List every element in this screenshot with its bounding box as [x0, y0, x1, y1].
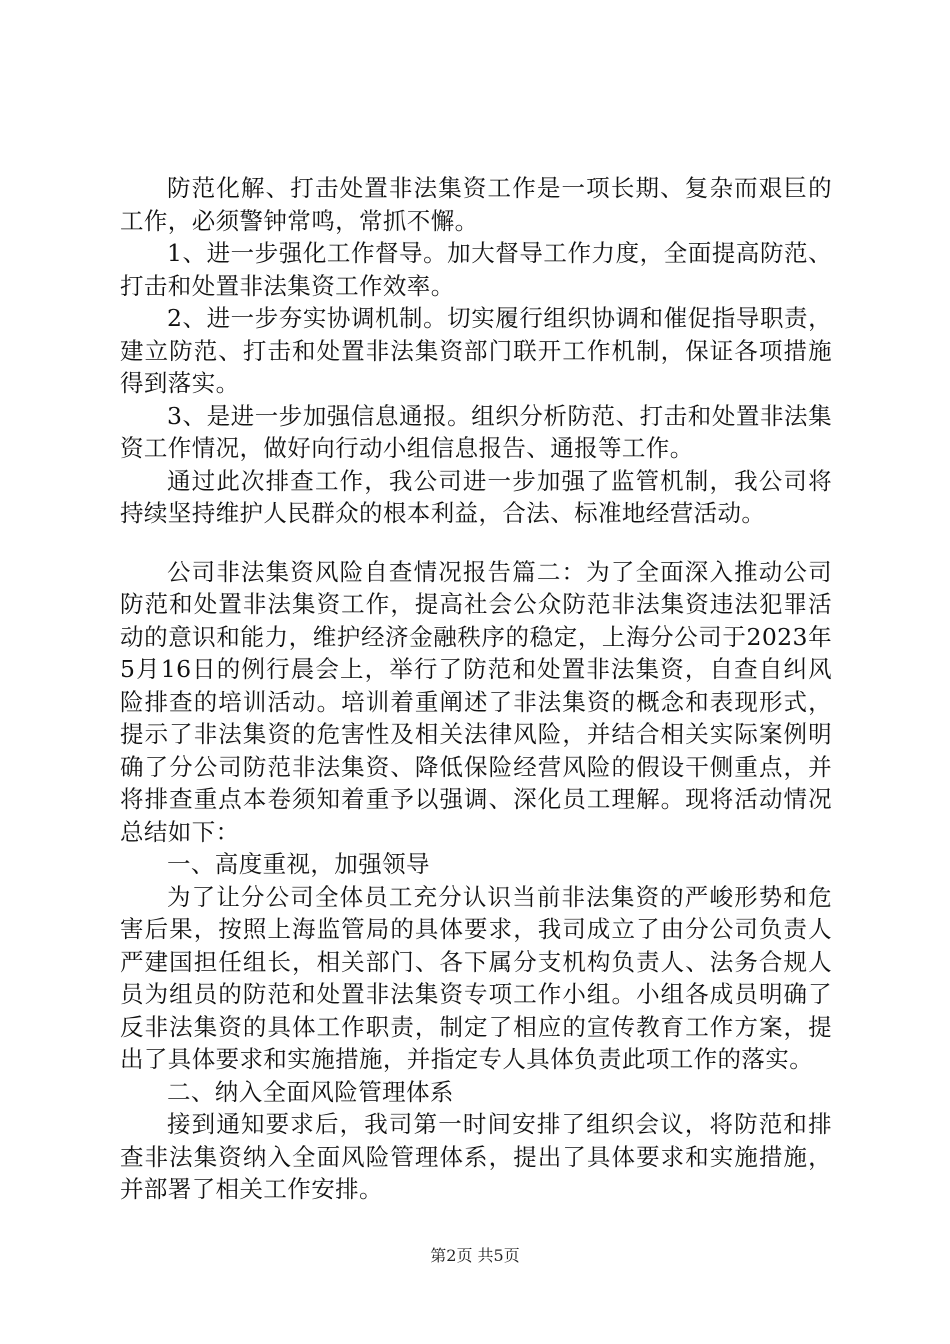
- paragraph-section-1: 为了让分公司全体员工充分认识当前非法集资的严峻形势和危害后果，按照上海监管局的具体要求，我司成立了由分公司负责人严建国担任组长，相关部门、各下属分支机构负责人、法务合规人员为组员的防范和处置非法集资专项工作小组。小组各成员明确了反非法集资的具体工作职责，制定了相应的宣传教育工作方案，提出了具体要求和实施措施，并指定专人具体负责此项工作的落实。: [120, 882, 832, 1073]
- heading-section-1: 一、高度重视，加强领导: [167, 850, 430, 878]
- document-body: [120, 172, 832, 1206]
- paragraph-conclusion: 通过此次排查工作，我公司进一步加强了监管机制，我公司将持续坚持维护人民群众的根本利益，合法、标准地经营活动。: [120, 466, 832, 527]
- paragraph-report-intro: 公司非法集资风险自查情况报告篇二：为了全面深入推动公司防范和处置非法集资工作，提高社会公众防范非法集资违法犯罪活动的意识和能力，维护经济金融秩序的稳定，上海分公司于2023年5月16日的例行晨会上，举行了防范和处置非法集资，自查自纠风险排查的培训活动。培训着重阐述了非法集资的概念和表现形式，提示了非法集资的危害性及相关法律风险，并结合相关实际案例明确了分公司防范非法集资、降低保险经营风险的假设干侧重点，并将排查重点本卷须知着重予以强调、深化员工理解。现将活动情况总结如下：: [120, 557, 832, 846]
- paragraph-item-2: 2、进一步夯实协调机制。切实履行组织协调和催促指导职责，建立防范、打击和处置非法集资部门联开工作机制，保证各项措施得到落实。: [120, 304, 832, 397]
- paragraph-item-3: 3、是进一步加强信息通报。组织分析防范、打击和处置非法集资工作情况，做好向行动小组信息报告、通报等工作。: [120, 401, 832, 462]
- paragraph-item-1: 1、进一步强化工作督导。加大督导工作力度，全面提高防范、打击和处置非法集资工作效率。: [120, 239, 832, 300]
- page-number-footer: 第2页 共5页: [430, 1246, 520, 1265]
- section-gap: [120, 530, 832, 556]
- paragraph-intro: 防范化解、打击处置非法集资工作是一项长期、复杂而艰巨的工作，必须警钟常鸣，常抓不懈。: [120, 174, 832, 235]
- paragraph-section-2: 接到通知要求后，我司第一时间安排了组织会议，将防范和排查非法集资纳入全面风险管理体系，提出了具体要求和实施措施，并部署了相关工作安排。: [120, 1110, 832, 1203]
- heading-section-2: 二、纳入全面风险管理体系: [167, 1077, 454, 1106]
